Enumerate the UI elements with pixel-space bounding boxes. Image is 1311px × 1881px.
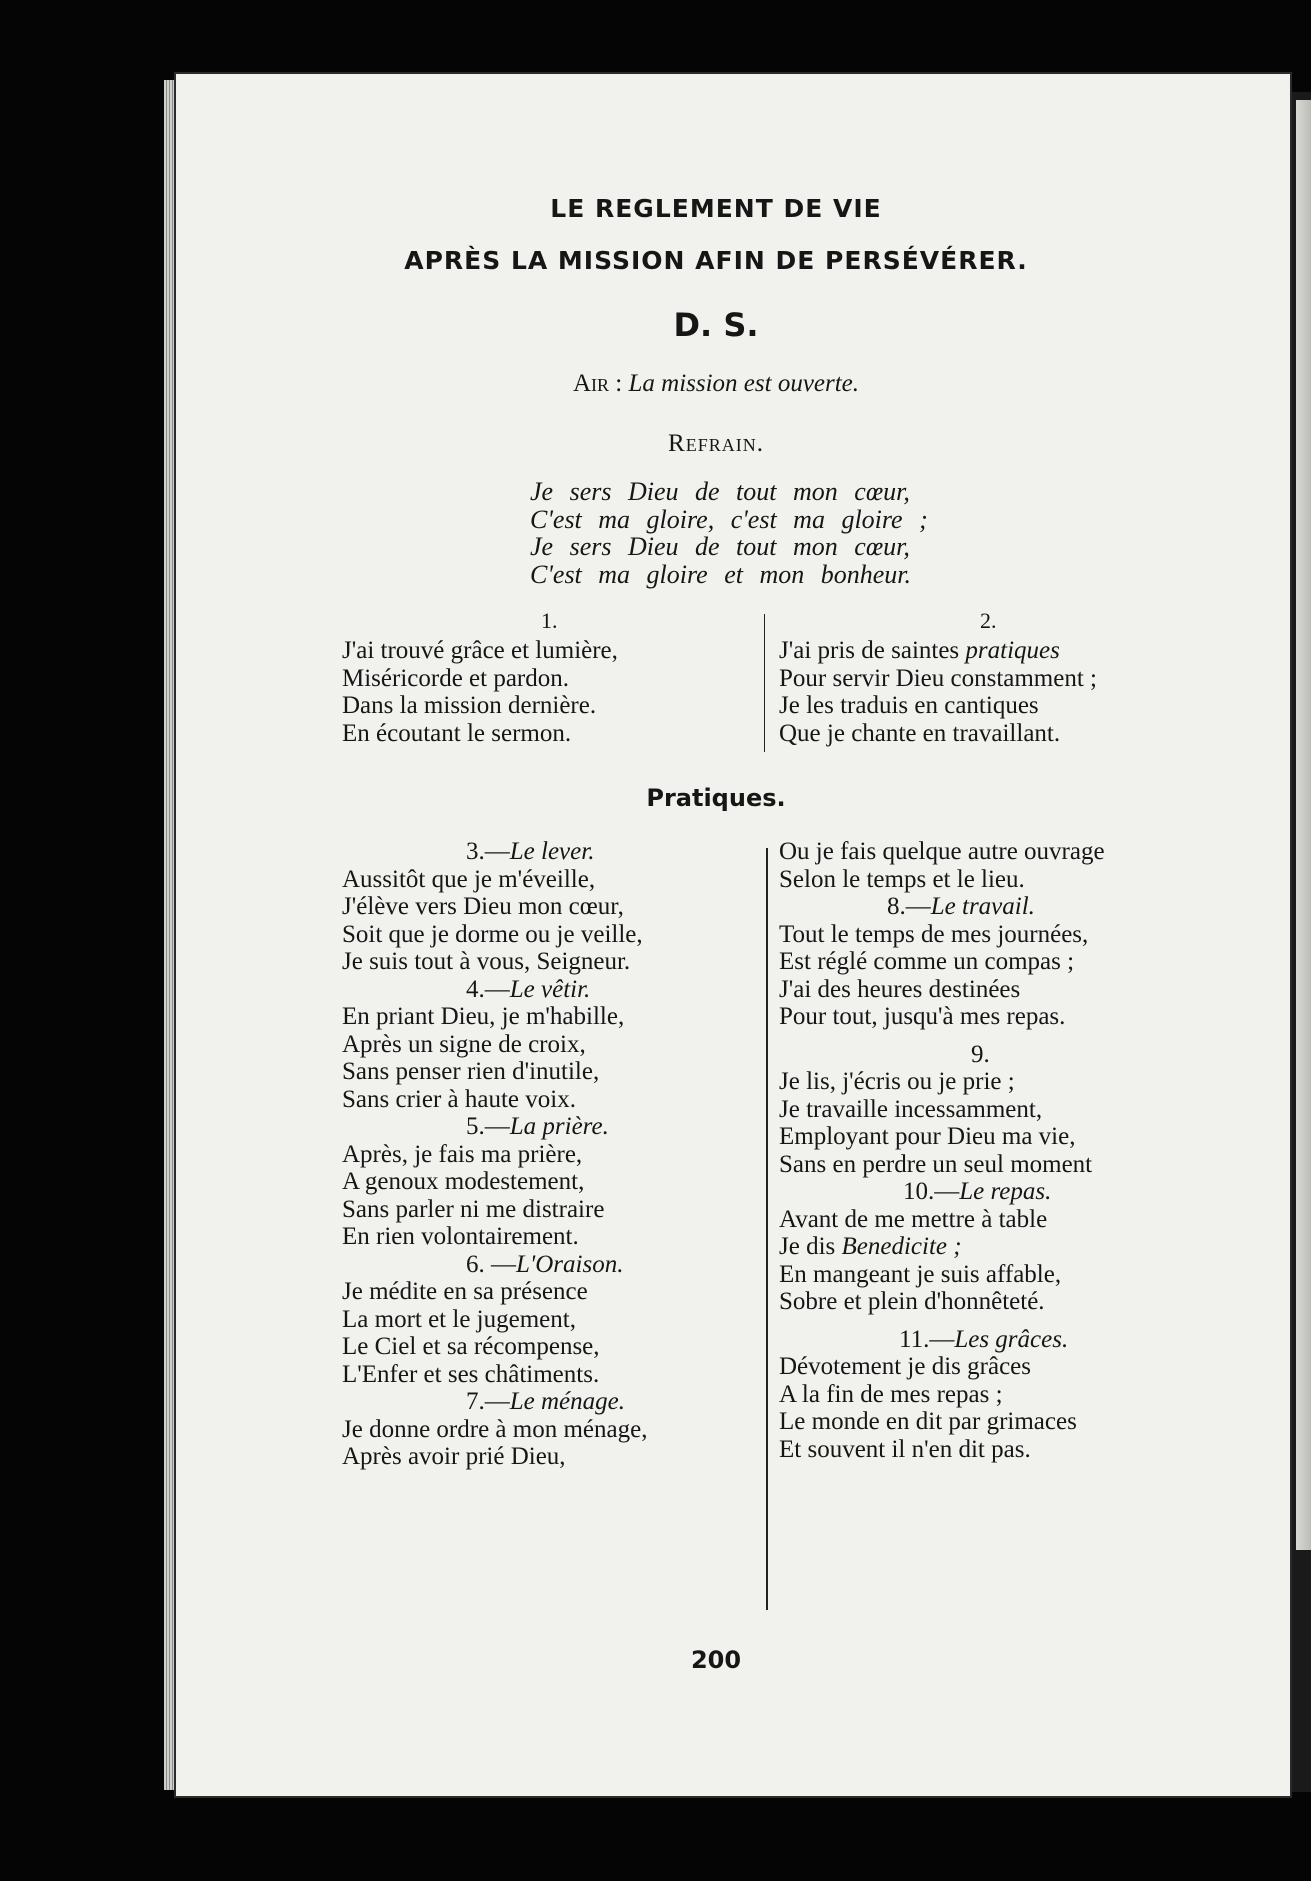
verse-line: Après avoir prié Dieu,	[342, 1443, 566, 1470]
stanza-number: 11.	[899, 1325, 930, 1353]
verse-line: Sans penser rien d'inutile,	[342, 1058, 600, 1085]
stanza-number: 4	[466, 975, 479, 1003]
verse-line: En mangeant je suis affable,	[779, 1260, 1062, 1288]
verse-line: Après, je fais ma prière,	[342, 1140, 583, 1168]
verse-line: J'ai des heures destinées	[779, 975, 1021, 1003]
verse-line: Pour tout, jusqu'à mes repas.	[779, 1003, 1066, 1030]
stanza-heading	[779, 893, 1105, 921]
verse-line: J'élève vers Dieu mon cœur,	[342, 893, 624, 920]
page-number: 200	[690, 1646, 742, 1674]
stanza-dash: —	[484, 838, 510, 865]
stanza-title: Le travail.	[930, 893, 1035, 920]
stanza-dash: —	[484, 1250, 516, 1278]
verse-line: Dans la mission dernière.	[342, 692, 597, 719]
stanza-title: Le vêtir.	[509, 975, 591, 1003]
verse-line: A genoux modestement,	[342, 1168, 585, 1195]
verse-line: En priant Dieu, je m'habille,	[342, 1003, 625, 1030]
refrain-line: Je sers Dieu de tout mon cœur,	[530, 477, 910, 506]
pratiques-heading: Pratiques.	[646, 784, 786, 812]
air-tune: La mission est ouverte.	[628, 370, 860, 397]
verse-line: Je lis, j'écris ou je prie ;	[779, 1068, 1015, 1095]
stanza-heading	[342, 1388, 647, 1416]
stanza-1	[342, 637, 618, 747]
verse-line: Je suis tout à vous, Seigneur.	[342, 948, 631, 975]
practices-left-column	[342, 838, 647, 1471]
verse-line: Que je chante en travaillant.	[779, 719, 1061, 747]
stanza-number: 3.	[466, 838, 485, 865]
verse-line: Avant de me mettre à table	[779, 1205, 1048, 1233]
stanza-title: Les grâces.	[954, 1325, 1069, 1353]
stanza-title: Le lever.	[509, 838, 595, 865]
stanza-title: Le repas.	[959, 1178, 1052, 1205]
stanza-number: 7.	[466, 1388, 485, 1415]
verse-line: La mort et le jugement,	[342, 1305, 576, 1333]
refrain-line: C'est ma gloire et mon bonheur.	[530, 559, 912, 589]
verse-line: L'Enfer et ses châtiments.	[342, 1360, 600, 1388]
stanza-dash: —	[905, 893, 931, 920]
verse-line: Miséricorde et pardon.	[342, 664, 570, 692]
refrain	[530, 478, 928, 588]
verse-line: Et souvent il n'en dit pas.	[779, 1435, 1031, 1463]
verse-text: Je dis	[779, 1233, 842, 1260]
verse-line: Selon le temps et le lieu.	[779, 865, 1025, 893]
stanza-heading	[779, 1326, 1105, 1354]
verse-line: Tout le temps de mes journées,	[779, 920, 1089, 948]
column-divider	[766, 848, 768, 1610]
verse-line: Sans parler ni me distraire	[342, 1195, 605, 1223]
stanza-number: 5.	[466, 1113, 485, 1140]
stanza-heading	[779, 1041, 1105, 1069]
verse-text: J'ai pris de saintes	[779, 637, 966, 664]
stanza-dash: —	[929, 1325, 955, 1353]
verse-line: Ou je fais quelque autre ouvrage	[779, 838, 1105, 865]
stanza-number: 2.	[980, 608, 997, 633]
verse-line: Sobre et plein d'honnêteté.	[779, 1288, 1045, 1315]
book-page	[176, 74, 1290, 1796]
practices-right-column	[779, 838, 1105, 1463]
verse-line: En écoutant le sermon.	[342, 719, 572, 747]
stanza-title: Le ménage.	[509, 1388, 625, 1415]
verse-line: Le Ciel et sa récompense,	[342, 1333, 600, 1360]
stanza-title: La prière.	[509, 1113, 609, 1140]
stanza-heading	[342, 976, 647, 1004]
stanza-dash: —	[484, 1113, 510, 1140]
verse-line: Je médite en sa présence	[342, 1278, 588, 1305]
song-subtitle: APRÈS LA MISSION AFIN DE PERSÉVÉRER.	[404, 246, 1028, 275]
verse-line: J'ai trouvé grâce et lumière,	[342, 637, 618, 664]
verse-italic: pratiques	[965, 637, 1060, 664]
verse-line: Sans en perdre un seul moment	[779, 1150, 1093, 1178]
stanza-number: 9.	[971, 1040, 990, 1068]
verse-line: Employant pour Dieu ma vie,	[779, 1123, 1076, 1150]
stanza-heading	[342, 1251, 647, 1279]
refrain-label: Refrain.	[668, 430, 764, 457]
verse-line: Soit que je dorme ou je veille,	[342, 920, 643, 948]
refrain-line: C'est ma gloire, c'est ma gloire ;	[530, 504, 928, 534]
song-title: LE REGLEMENT DE VIE	[550, 194, 882, 223]
verse-line: Je les traduis en cantiques	[779, 692, 1039, 719]
stanza-dash: —	[484, 1388, 510, 1415]
verse-italic: Benedicite ;	[841, 1233, 962, 1260]
refrain-line: Je sers Dieu de tout mon cœur,	[530, 532, 910, 561]
verse-line: Aussitôt que je m'éveille,	[342, 865, 596, 893]
verse-line: Est réglé comme un compas ;	[779, 948, 1075, 975]
air-label: Air	[572, 370, 610, 397]
air-separator: :	[609, 370, 629, 397]
stanza-2	[779, 637, 1097, 747]
column-divider	[764, 614, 765, 752]
author-initials: D. S.	[673, 306, 759, 344]
verse-line: Après un signe de croix,	[342, 1030, 586, 1058]
stanza-heading	[342, 1113, 647, 1141]
stanza-number: 6.	[466, 1250, 485, 1278]
verse-line: Je donne ordre à mon ménage,	[342, 1415, 648, 1443]
next-page-strip	[1296, 100, 1311, 1550]
verse-line	[779, 637, 1097, 665]
stanza-title: L'Oraison.	[516, 1250, 624, 1278]
verse-line: Sans crier à haute voix.	[342, 1085, 576, 1113]
stanza-number: 1.	[541, 608, 558, 633]
verse-line: A la fin de mes repas ;	[779, 1380, 1003, 1408]
verse-line: Le monde en dit par grimaces	[779, 1408, 1077, 1435]
stanza-dash: —	[934, 1178, 960, 1205]
stanza-heading	[779, 1178, 1105, 1206]
air-line	[176, 370, 1256, 398]
stanza-dash: .—	[478, 975, 510, 1003]
stanza-number: 8.	[887, 893, 906, 920]
verse-line: Je travaille incessamment,	[779, 1095, 1043, 1123]
stanza-heading	[342, 838, 647, 866]
verse-line	[779, 1233, 1105, 1261]
verse-line: Pour servir Dieu constamment ;	[779, 664, 1097, 692]
verse-line: En rien volontairement.	[342, 1223, 579, 1250]
verse-line: Dévotement je dis grâces	[779, 1353, 1031, 1380]
stanza-number: 10.	[903, 1178, 935, 1205]
